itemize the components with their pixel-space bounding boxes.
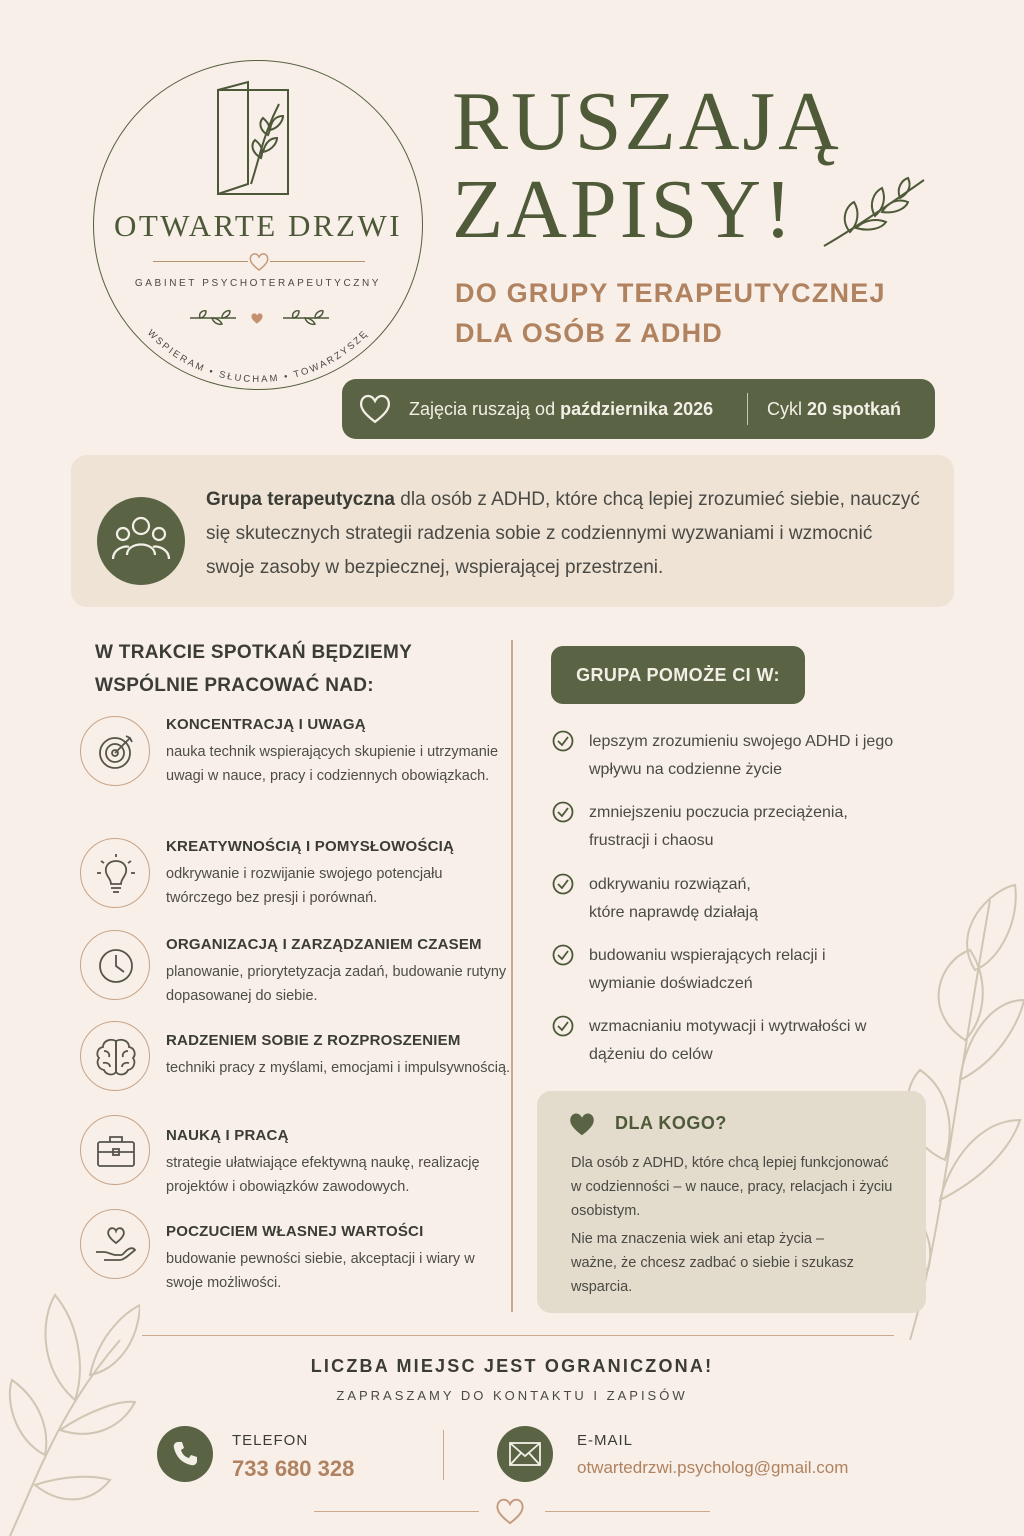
cycle-label: Cykl — [767, 399, 802, 419]
benefit-item — [552, 871, 932, 929]
benefit-text: budowaniu wspierających relacji i wymianie doświadczeń — [589, 947, 826, 992]
feature-item — [80, 1115, 510, 1195]
feature-item — [80, 1021, 510, 1101]
contact-divider — [443, 1430, 444, 1480]
intro-text — [206, 483, 926, 585]
brand-logo — [93, 60, 423, 390]
audience-text-2: Nie ma znaczenia wiek ani etap życia – ważne, że chcesz zadbać o siebie i szukasz wsparcia. — [571, 1231, 854, 1295]
pill-divider — [747, 393, 748, 425]
work-heading-line-1: W TRAKCIE SPOTKAŃ BĘDZIEMY — [95, 642, 413, 663]
feature-desc: techniki pracy z myślami, emocjami i impulsywnością. — [166, 1060, 511, 1076]
target-icon — [80, 716, 150, 786]
phone-number[interactable]: 733 680 328 — [232, 1456, 355, 1481]
group-people-icon — [97, 497, 185, 585]
feature-item — [80, 930, 510, 1010]
logo-subtitle: GABINET PSYCHOTERAPEUTYCZNY — [134, 278, 382, 289]
heart-filled-icon — [567, 1111, 597, 1138]
benefit-item — [552, 1013, 932, 1071]
logo-tagline-arc — [93, 60, 423, 390]
feature-item — [80, 716, 510, 816]
audience-box — [537, 1091, 926, 1313]
check-circle-icon — [552, 1015, 574, 1037]
feature-desc: budowanie pewności siebie, akceptacji i wiary w swoje możliwości. — [166, 1251, 475, 1291]
logo-tagline: WSPIERAM • SŁUCHAM • TOWARZYSZĘ — [144, 327, 372, 386]
leaf-branch-title-icon — [820, 176, 930, 250]
heart-outline-icon — [494, 1497, 526, 1526]
footer-divider-top — [142, 1335, 894, 1336]
start-label: Zajęcia ruszają od — [409, 399, 556, 419]
clock-icon — [80, 930, 150, 1000]
column-divider — [511, 640, 513, 1312]
limited-spots-text: LICZBA MIEJSC JEST OGRANICZONA! — [310, 1356, 714, 1376]
benefit-text: wzmacnianiu motywacji i wytrwałości w dążeniu do celów — [589, 1018, 867, 1063]
phone-icon — [157, 1426, 213, 1482]
phone-label: TELEFON — [232, 1432, 309, 1449]
check-circle-icon — [552, 873, 574, 895]
email-label: E-MAIL — [577, 1432, 634, 1449]
help-heading: GRUPA POMOŻE CI W: — [551, 646, 805, 704]
feature-title: ORGANIZACJĄ I ZARZĄDZANIEM CZASEM — [166, 936, 482, 953]
cycle-value: 20 spotkań — [807, 399, 902, 419]
heart-outline-icon — [357, 393, 393, 425]
email-address[interactable]: otwartedrzwi.psycholog@gmail.com — [577, 1458, 849, 1477]
benefit-item — [552, 942, 932, 1000]
leaf-branch-left-decoration — [0, 1290, 140, 1536]
feature-title: KREATYWNOŚCIĄ I POMYSŁOWOŚCIĄ — [166, 838, 455, 855]
intro-box — [71, 455, 954, 607]
start-info-banner — [342, 379, 935, 439]
title-line-1: RUSZAJĄ — [452, 75, 842, 168]
work-heading-line-2: WSPÓLNIE PRACOWAĆ NAD: — [95, 675, 374, 696]
invite-text: ZAPRASZAMY DO KONTAKTU I ZAPISÓW — [336, 1388, 688, 1403]
start-date-text — [409, 399, 713, 420]
start-date: października 2026 — [560, 399, 714, 419]
footer-divider-left — [314, 1511, 479, 1512]
intro-bold: Grupa terapeutyczna — [206, 489, 395, 510]
benefit-text: zmniejszeniu poczucia przeciążenia, frustracji i chaosu — [589, 804, 848, 849]
feature-title: RADZENIEM SOBIE Z ROZPROSZENIEM — [166, 1032, 461, 1049]
feature-title: NAUKĄ I PRACĄ — [166, 1127, 289, 1144]
feature-item — [80, 838, 510, 918]
feature-item — [80, 1209, 510, 1289]
feature-desc: strategie ułatwiające efektywną naukę, realizację projektów i obowiązków zawodowych. — [166, 1155, 480, 1195]
audience-heading: DLA KOGO? — [615, 1113, 727, 1133]
footer-divider-right — [545, 1511, 710, 1512]
brain-icon — [80, 1021, 150, 1091]
svg-text:WSPIERAM • SŁUCHAM • TOWARZYSZ — [145, 328, 371, 385]
feature-desc: nauka technik wspierających skupienie i utrzymanie uwagi w nauce, pracy i codziennych obowiązkach. — [166, 744, 499, 784]
hand-heart-icon — [80, 1209, 150, 1279]
feature-desc: odkrywanie i rozwijanie swojego potencjału twórczego bez presji i porównań. — [166, 866, 443, 906]
lightbulb-icon — [80, 838, 150, 908]
benefit-text: lepszym zrozumieniu swojego ADHD i jego wpływu na codzienne życie — [589, 733, 894, 778]
briefcase-icon — [80, 1115, 150, 1185]
feature-desc: planowanie, priorytetyzacja zadań, budowanie rutyny dopasowanej do siebie. — [166, 964, 507, 1004]
intro-body: dla osób z ADHD, które chcą lepiej zrozumieć siebie, nauczyć się skutecznych strategii radzenia sobie z codziennymi wyzwaniami i wzmocnić swoje zasoby w bezpiecznej, wspierającej przestrzeni. — [206, 489, 920, 578]
cycle-text — [767, 399, 901, 420]
benefit-item — [552, 728, 932, 786]
subtitle-line-2: DLA OSÓB Z ADHD — [455, 318, 723, 348]
feature-title: KONCENTRACJĄ I UWAGĄ — [166, 716, 366, 733]
audience-text-1: Dla osób z ADHD, które chcą lepiej funkcjonować w codzienności – w nauce, pracy, relacjach i życiu osobistym. — [571, 1155, 893, 1219]
check-circle-icon — [552, 801, 574, 823]
logo-name: OTWARTE DRZWI — [113, 208, 403, 243]
check-circle-icon — [552, 944, 574, 966]
envelope-icon — [497, 1426, 553, 1482]
title-line-2: ZAPISY! — [452, 163, 796, 256]
feature-title: POCZUCIEM WŁASNEJ WARTOŚCI — [166, 1223, 424, 1240]
benefit-text: odkrywaniu rozwiązań, które naprawdę działają — [589, 876, 758, 921]
check-circle-icon — [552, 730, 574, 752]
subtitle-line-1: DO GRUPY TERAPEUTYCZNEJ — [455, 278, 886, 308]
work-heading — [95, 636, 455, 702]
benefit-item — [552, 799, 932, 857]
